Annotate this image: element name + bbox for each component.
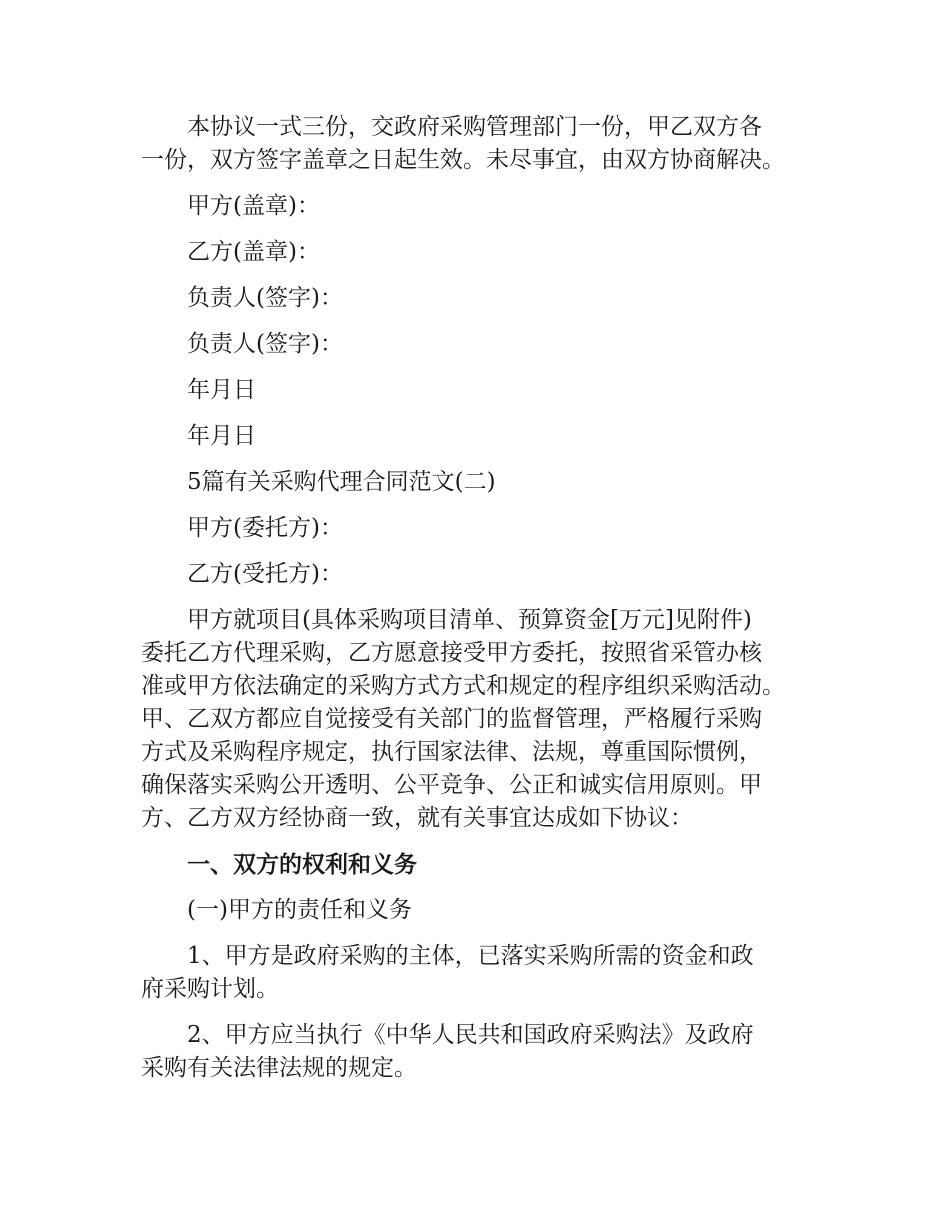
text-line: 府采购计划。	[141, 976, 279, 1002]
text-line: 准或甲方依法确定的采购方式方式和规定的程序组织采购活动。	[141, 673, 785, 699]
date-line: 年月日	[187, 423, 256, 449]
text-line: 1、甲方是政府采购的主体，已落实采购所需的资金和政	[187, 943, 754, 969]
text-line: 方、乙方双方经协商一致，就有关事宜达成如下协议：	[141, 805, 693, 831]
text-line: 采购有关法律法规的规定。	[141, 1055, 417, 1081]
text-line: 本协议一式三份，交政府采购管理部门一份，甲乙双方各	[187, 114, 762, 140]
section-heading: 一、双方的权利和义务	[187, 851, 417, 878]
list-item	[141, 1019, 831, 1085]
text-line: 一份，双方签字盖章之日起生效。未尽事宜，由双方协商解决。	[141, 147, 785, 173]
text-line: 委托乙方代理采购，乙方愿意接受甲方委托，按照省采管办核	[141, 640, 762, 666]
party-b-seal-line: 乙方(盖章)：	[187, 239, 320, 265]
text-line: 2、甲方应当执行《中华人民共和国政府采购法》及政府	[187, 1022, 754, 1048]
text-line: 甲方就项目(具体采购项目清单、预算资金[万元]见附件)	[187, 607, 752, 633]
text-line: 甲、乙双方都应自觉接受有关部门的监督管理，严格履行采购	[141, 706, 762, 732]
party-b-entrusted-line: 乙方(受托方)：	[187, 561, 343, 587]
list-item	[141, 940, 831, 1006]
validity-paragraph	[141, 111, 831, 177]
document-subtitle: 5篇有关采购代理合同范文(二)	[187, 469, 496, 495]
responsible-signature-line: 负责人(签字)：	[187, 285, 343, 311]
entrustment-paragraph	[141, 604, 831, 835]
document-body	[141, 111, 831, 1098]
responsible-signature-line: 负责人(签字)：	[187, 331, 343, 357]
party-a-seal-line: 甲方(盖章)：	[187, 193, 320, 219]
subsection-heading: (一)甲方的责任和义务	[187, 897, 412, 923]
date-line: 年月日	[187, 377, 256, 403]
party-a-entrust-line: 甲方(委托方)：	[187, 515, 343, 541]
text-line: 确保落实采购公开透明、公平竞争、公正和诚实信用原则。甲	[141, 772, 762, 798]
text-line: 方式及采购程序规定，执行国家法律、法规，尊重国际惯例，	[141, 739, 762, 765]
